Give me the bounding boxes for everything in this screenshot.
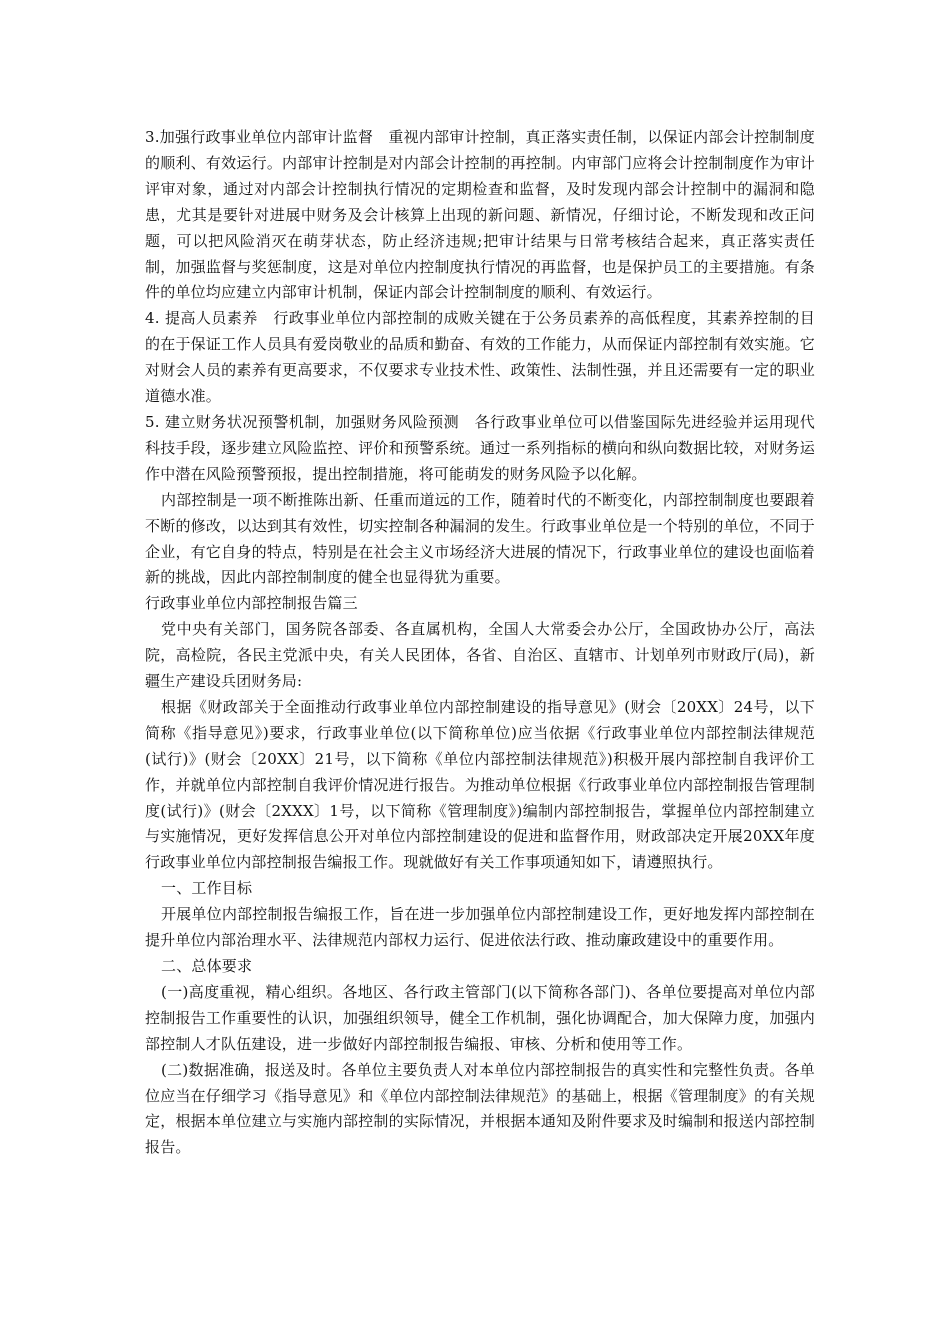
subheading-goal: 一、工作目标	[161, 879, 253, 898]
document-body	[145, 125, 815, 1161]
subheading-requirements: 二、总体要求	[161, 957, 253, 975]
paragraph-personnel: 4. 提高人员素养 行政事业单位内部控制的成败关键在于公务员素养的高低程度，其素养控制的目的在于保证工作人员具有爱岗敬业的品质和勤奋、有效的工作能力，从而保证内部控制有效实施。它对财会人员的素养有更高要求，不仅要求专业技术性、政策性、法制性强，并且还需要有一定的职业道德水准。	[145, 309, 815, 406]
paragraph-audit: 3.加强行政事业单位内部审计监督 重视内部审计控制，真正落实责任制，以保证内部会计控制制度的顺利、有效运行。内部审计控制是对内部会计控制的再控制。内审部门应将会计控制制度作为审计评审对象，通过对内部会计控制执行情况的定期检查和监督，及时发现内部会计控制中的漏洞和隐患，尤其是要针对进展中财务及会计核算上出现的新问题、新情况，仔细讨论，不断发现和改正问题，可以把风险消灭在萌芽状态，防止经济违规;把审计结果与日常考核结合起来，真正落实责任制，加强监督与奖惩制度，这是对单位内控制度执行情况的再监督，也是保护员工的主要措施。有条件的单位均应建立内部审计机制，保证内部会计控制制度的顺利、有效运行。	[145, 128, 815, 302]
section-heading: 行政事业单位内部控制报告篇三	[145, 594, 358, 613]
paragraph-basis: 根据《财政部关于全面推动行政事业单位内部控制建设的指导意见》(财会〔20XX〕24号，以下简称《指导意见》)要求，行政事业单位(以下简称单位)应当依据《行政事业单位内部控制法律规范(试行)》(财会〔20XX〕21号，以下简称《单位内部控制法律规范》)积极开展内部控制自我评价工作，并就单位内部控制自我评价情况进行报告。为推动单位根据《行政事业单位内部控制报告管理制度(试行)》(财会〔2XXX〕1号，以下简称《管理制度》)编制内部控制报告，掌握单位内部控制建立与实施情况，更好发挥信息公开对单位内部控制建设的促进和监督作用，财政部决定开展20XX年度行政事业单位内部控制报告编报工作。现就做好有关工作事项通知如下，请遵照执行。	[145, 697, 815, 872]
paragraph-goal: 开展单位内部控制报告编报工作，旨在进一步加强单位内部控制建设工作，更好地发挥内部控制在提升单位内部治理水平、法律规范内部权力运行、促进依法行政、推动廉政建设中的重要作用。	[145, 905, 815, 950]
paragraph-requirement-2: (二)数据准确，报送及时。各单位主要负责人对本单位内部控制报告的真实性和完整性负责。各单位应当在仔细学习《指导意见》和《单位内部控制法律规范》的基础上，根据《管理制度》的有关规定，根据本单位建立与实施内部控制的实际情况，并根据本通知及附件要求及时编制和报送内部控制报告。	[145, 1060, 815, 1157]
paragraph-conclusion: 内部控制是一项不断推陈出新、任重而道远的工作，随着时代的不断变化，内部控制制度也要跟着不断的修改，以达到其有效性，切实控制各种漏洞的发生。行政事业单位是一个特别的单位，不同于企业，有它自身的特点，特别是在社会主义市场经济大进展的情况下，行政事业单位的建设也面临着新的挑战，因此内部控制制度的健全也显得犹为重要。	[145, 490, 815, 587]
paragraph-addressees: 党中央有关部门，国务院各部委、各直属机构，全国人大常委会办公厅，全国政协办公厅，高法院，高检院，各民主党派中央，有关人民团体，各省、自治区、直辖市、计划单列市财政厅(局)，新疆生产建设兵团财务局:	[145, 620, 815, 691]
paragraph-requirement-1: (一)高度重视，精心组织。各地区、各行政主管部门(以下简称各部门)、各单位要提高对单位内部控制报告工作重要性的认识，加强组织领导，健全工作机制，强化协调配合，加大保障力度，加强内部控制人才队伍建设，进一步做好内部控制报告编报、审核、分析和使用等工作。	[145, 982, 815, 1053]
paragraph-warning: 5. 建立财务状况预警机制，加强财务风险预测 各行政事业单位可以借鉴国际先进经验并运用现代科技手段，逐步建立风险监控、评价和预警系统。通过一系列指标的横向和纵向数据比较，对财务运作中潜在风险预警预报，提出控制措施，将可能萌发的财务风险予以化解。	[145, 412, 815, 483]
